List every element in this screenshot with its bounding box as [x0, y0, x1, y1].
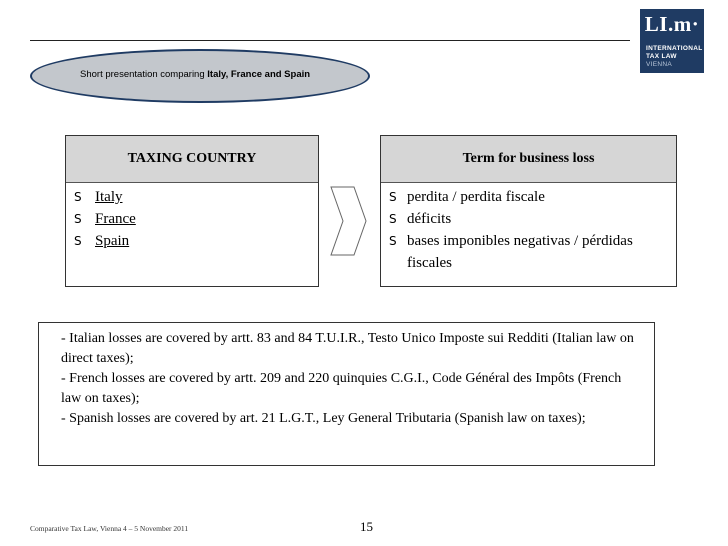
taxing-country-panel — [65, 135, 319, 287]
slide-title-countries: Italy, France and Spain — [207, 69, 311, 80]
chevron-arrow-icon — [330, 186, 367, 256]
term-text: bases imponibles negativas / pérdidas fiscales — [407, 233, 633, 271]
header-divider — [30, 40, 630, 41]
bullet-icon: S — [74, 190, 82, 204]
business-loss-term-panel — [380, 135, 677, 287]
list-item-term — [381, 230, 676, 274]
list-item-country — [66, 230, 318, 252]
slide-title — [80, 69, 310, 80]
logo-line-2: TAX LAW — [646, 53, 677, 60]
note-france: - French losses are covered by artt. 209 and 220 quinquies C.G.I., Code Général des Impôts (French law on taxes); — [61, 371, 622, 406]
bullet-icon: S — [389, 190, 397, 204]
bullet-icon: S — [74, 212, 82, 226]
list-item-country — [66, 186, 318, 208]
slide-title-prefix: Short presentation comparing — [80, 69, 208, 80]
country-link[interactable]: Italy — [95, 189, 123, 205]
legal-basis-notes — [38, 322, 655, 466]
country-list — [66, 186, 318, 252]
list-item-term — [381, 208, 676, 230]
footer-caption: Comparative Tax Law, Vienna 4 – 5 November 2011 — [30, 524, 189, 533]
country-link[interactable]: Spain — [95, 233, 130, 249]
term-text: perdita / perdita fiscale — [407, 189, 545, 205]
bullet-icon: S — [389, 212, 397, 226]
logo-line-1: INTERNATIONAL — [646, 45, 703, 52]
bullet-icon: S — [389, 234, 397, 248]
bullet-icon: S — [74, 234, 82, 248]
term-text: déficits — [407, 211, 452, 227]
business-loss-header: Term for business loss — [381, 136, 676, 183]
llm-logo — [640, 9, 704, 73]
page-number: 15 — [360, 519, 373, 534]
note-spain: - Spanish losses are covered by art. 21 L.G.T., Ley General Tributaria (Spanish law on taxes); — [61, 411, 586, 426]
country-link[interactable]: France — [95, 211, 136, 227]
logo-line-3: VIENNA — [646, 61, 673, 68]
note-italy: - Italian losses are covered by artt. 83 and 84 T.U.I.R., Testo Unico Imposte sui Redditi (Italian law on direct taxes); — [61, 331, 634, 366]
term-list — [381, 186, 676, 274]
list-item-term — [381, 186, 676, 208]
taxing-country-header: TAXING COUNTRY — [66, 136, 318, 183]
logo-mark: LI.m· — [644, 12, 700, 36]
list-item-country — [66, 208, 318, 230]
